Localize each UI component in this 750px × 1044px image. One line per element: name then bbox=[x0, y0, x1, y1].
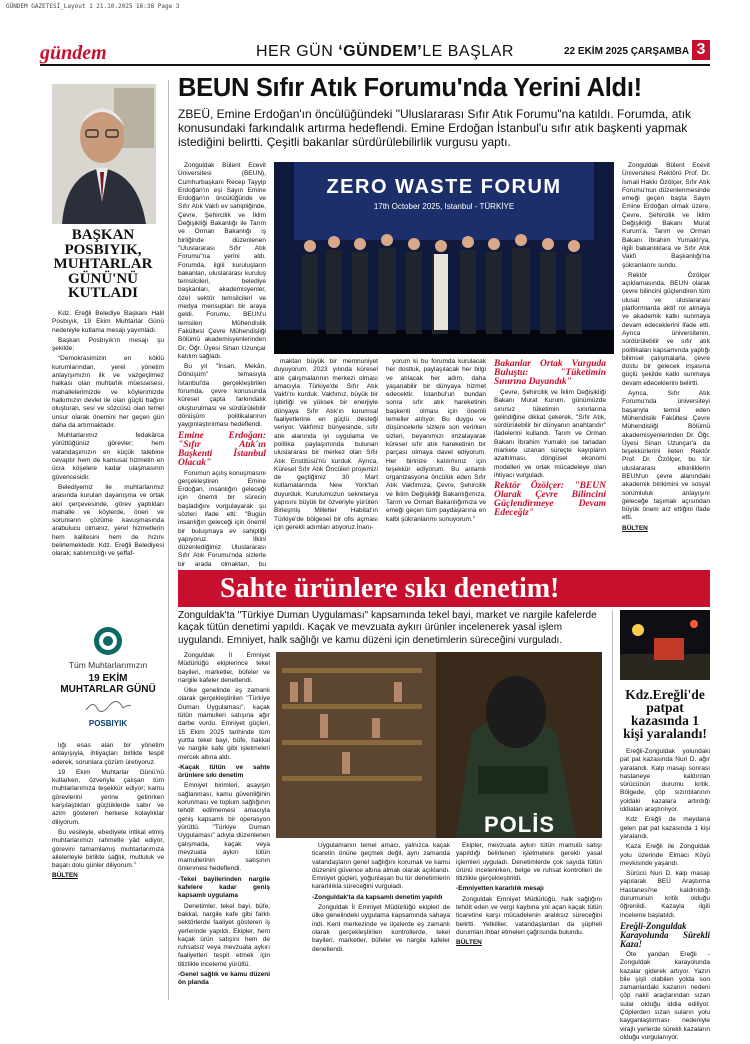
slogan-bold: ‘GÜNDEM’ bbox=[338, 43, 423, 60]
story1-deck: ZBEÜ, Emine Erdoğan'ın öncülüğündeki "Uluslararası Sıfır Atık Forumu"na katıldı. Forumda, atık konusundaki farkındalık artırma hedeflendi. Emine Erdoğan İstanbul'u sıfır atık başkenti yapmak istediğini belirtti. Çeşitli bakanlar sürdürülebilirlik vurgusu yaptı. bbox=[178, 107, 692, 149]
newspaper-logo: gündem bbox=[40, 42, 107, 64]
story2-col-b-sub1: -Emniyetten kararlılık mesajı bbox=[456, 885, 544, 893]
sidebar-p3: “Demokrasimizin en köklü kurumlarından, yerel yönetim anlayışımızın ilk ve vazgeçilmez halkası olan muhtarlık müessesesi, mahallelerimizde ve köylerimizde halkımızın devlet ile olan güçlü bağını oluşturan, sesi ve sözcüsü olan temel unsur olarak önemini her geçen gün daha da artırmaktadır. bbox=[52, 355, 164, 429]
story2-col-a-cont bbox=[312, 842, 450, 956]
accident-photo-illustration bbox=[620, 610, 710, 680]
right-divider bbox=[612, 610, 613, 1000]
story3-body bbox=[620, 748, 710, 1044]
municipality-seal-icon bbox=[93, 626, 123, 656]
forum-banner-subtext: 17th October 2025, Istanbul - TÜRKİYE bbox=[373, 202, 515, 211]
story1-col-c bbox=[386, 358, 486, 526]
story1-col-a-p2: Bu yıl "İnsan, Mekân, Dönüşüm" temasıyla İstanbul'da gerçekleştirilen forumda, çevre konusunda küresel çapta farkındalık oluşturulması ve sürdürülebilir dönüşüm politikalarının yaygınlaştırılması hedeflendi. bbox=[178, 363, 266, 429]
story2-headline: Sahte ürünlere sıkı denetim! bbox=[220, 573, 560, 604]
issue-date: 22 EKİM 2025 ÇARŞAMBA bbox=[564, 46, 690, 57]
story3-p5: Öte yandan Ereğli - Zonguldak karayolunda kazalar giderek artıyor. Yazın bile şişli olabilen yolda son zamanlardaki kazanın nedeni çöp nakil araçlarından sızan sular olduğu iddia ediliyor. Çöplerden sızan suların yolu kayganlaştırması nedeniyle virajlı yerlerde sürekli kazaların olduğu vurgulanıyor. bbox=[620, 950, 710, 1041]
forum-banner-text: ZERO WASTE FORUM bbox=[326, 176, 562, 198]
story3-subhead: Ereğli-Zonguldak Karayolunda Sürekli Kaza! bbox=[620, 920, 710, 949]
sidebar-headline: BAŞKAN POSBIYIK, MUHTARLAR GÜNÜ'NÜ KUTLADI bbox=[53, 227, 153, 301]
ad-sign-name: POSBIYIK bbox=[88, 719, 128, 728]
story1-col-e bbox=[622, 162, 710, 533]
story3-headline: Kdz.Ereğli'de patpat kazasında 1 kişi yaralandı! bbox=[623, 687, 707, 741]
sidebar-body-top bbox=[52, 310, 164, 561]
story1-col-b-p1: maktan büyük bir memnuniyet duyuyorum. 2023 yılında küresel atık çalışmalarının merkezi olması amacıyla Türkiye'de Sıfır Atık Vakfı'nı kurduk. Vakfımız, büyük bir işbirliği ve yüksek bir enerjiyle dünyaya Sıfır Atık'ın kurumsal faaliyetlerine en güçlü desteği veriyor. Vakfımız bünyesinde, sıfır atık alanında iyi uygulama ve politika paylaşımında bulunan uluslararası bir merkez olan Sıfır Atık Enstitüsü'nü kurduk. Ayrıca, Küresel Sıfır Atık Öncüleri projemizi de geçtiğimiz 30 Mart kutlamalarında New York'tan duyurduk. Kurulumuzun sekreterya yapısını büyük bir özveriyle yürüten Birleşmiş Milletler Habitat'ın Türkiye'de bölgesel bir ofis açması için gerekli adımları atıyoruz.İnanı- bbox=[274, 358, 378, 531]
story1-col-d-subhead2: Rektör Özölçer: "BEUN Olarak Çevre Bilincini Güçlendirmeye Devam Edeceğiz" bbox=[494, 481, 606, 519]
story2-col-a-p4: Denetimler, tekel bayi, büfe, bakkal, nargile kafe gibi farklı sektörlerde faaliyet gösteren iş yerlerinde yapıldı. Ekipler, hem kaçak ürün satışını hem de ruhsatsız veya mevzuata aykırı faaliyetleri tespit etmek için titizlikle inceleme yürüttü. bbox=[178, 902, 270, 968]
story2-headline-band bbox=[178, 570, 710, 607]
page-number: 3 bbox=[692, 40, 710, 60]
story2-col-a-sub1: -Kaçak tütün ve sahte ürünlere sıkı denetim bbox=[178, 763, 270, 780]
accident-photo bbox=[620, 610, 710, 680]
story1-col-e-p3: Ayrıca, Sıfır Atık Forumu'nda üniversiteyi başarıyla temsil eden Mühendislik Fakültesi Çevre Mühendisliği Bölümü akademisyenlerinden Dr. Öğr. Üyesi Sinan Uzunçar'a da teşekkürlerini ileten Rektör Prof. Dr. Özölçer, bu tür uluslararası etkinliklerin BEUN'un çevre alanındaki akademik birikimini ve sosyal sorumluluk anlayışını geleceğe taşımak açısından büyük önem arz ettiğini ifade etti. bbox=[622, 390, 710, 522]
forum-photo bbox=[274, 162, 614, 354]
story2-signature: BÜLTEN bbox=[456, 939, 482, 947]
story3-p3: Kaza Ereğli ile Zonguldak yolu üzerinde Elmacı Köyü mevkisinde yaşandı. bbox=[620, 843, 710, 867]
story3-p2: Kdz Ereğli de meydana gelen pat pat kazasında 1 kişi yaralandı. bbox=[620, 816, 710, 840]
signature-icon bbox=[83, 698, 133, 714]
story2-col-a-p1: Zonguldak İl Emniyet Müdürlüğü ekiplerince tekel bayileri, marketler, büfeler ve nargile kafeler denetlendi. bbox=[178, 652, 270, 684]
sidebar-p2: Başkan Posbıyık'ın mesajı şu şekilde; bbox=[52, 336, 164, 353]
story1-headline: BEUN Sıfır Atık Forumu'nda Yerini Aldı! bbox=[178, 74, 642, 102]
story3-p4: Sürücü Nuri D. kalp masajı yapılarak BEÜ Araştırma Hastanesi'ne kaldırıldığı durumunun kritik olduğu öğrenildi. Kazayla ilgili inceleme başlatıldı. bbox=[620, 870, 710, 919]
story1-col-d-p1: Çevre, Şehircilik ve İklim Değişikliği Bakanı Murat Kurum, günümüzde sınırsız tüketimin sınırlarına gelindiğine dikkat çekerek, "Sıfır Atık, sürdürülebilir bir dünyanın anahtarıdır" ifadelerini kullandı. Tarım ve Orman Bakanı İbrahim Yumaklı ise tarladan markete uzanan süreçte kayıpların azaltılması, döngüsel ekonomi modelleri ve ortak mücadeleye olan ihtiyacı vurguladı. bbox=[494, 389, 606, 479]
story2-col-b-p2: Zonguldak Emniyet Müdürlüğü, halk sağlığını tehdit eden ve vergi kaybına yol açan kaçak tütün ticaretine karşı mücadelenin aralıksız süreceğini belirtti. Yetkililer, vatandaşlardan da şüpheli durumları ihbar etmeleri çağrısında bulundu. bbox=[456, 895, 602, 936]
story2-col-a-sub3: -Genel sağlık ve kamu düzeni ön planda bbox=[178, 970, 270, 987]
story1-col-e-p1: Zonguldak Bülent Ecevit Üniversitesi Rektörü Prof. Dr. İsmail Hakkı Özölçer, Sıfır Atık Forumu'nun düzenlenmesinde emeği geçen başta Sayın Emine Erdoğan olmak üzere, Çevre, Şehircilik ve İklim Değişikliği Bakanı Murat Kurum'a, Tarım ve Orman Bakanı İbrahim Yumaklı'ya, ilgili bakanlıklara ve Sıfır Atık Vakfı Başkanlığı'na şükranlarını sundu. bbox=[622, 162, 710, 269]
sidebar-p4: Muhtarlarımız fedakârca yürüttüğünüz görevler; hem vatandaşımızın en küçük talebine cevaptır hem de kamusal hizmetin en ücra köşelere kadar ulaşmasının güvencesidir. bbox=[52, 432, 164, 481]
story1-col-a bbox=[178, 162, 266, 579]
sidebar-p7: 19 Ekim Muhtarlar Günü'nü kutlarken, özveriyle çalışan tüm muhtarlarımıza teşekkür ediyor; kamu görevlerini yerine getirirken karşılaştıkları güçlüklerde sabır ve azim gösteren herkese kolaylıklar diliyorum. bbox=[52, 768, 164, 826]
sidebar-divider bbox=[168, 80, 169, 1000]
story2-col-a-p2: Ülke genelinde eş zamanlı olarak gerçekleştirilen "Türkiye Duman Uygulaması", kaçak tütün mamulleri satışına ağır darbe vurdu. Emniyet güçleri, 15 Ekim 2025 tarihinde tüm yurtta tekel bayi, büfe, bakkal ve nargile kafe gibi işletmeleri mercek altına aldı. bbox=[178, 687, 270, 761]
sidebar-p5: Belediyemiz ile muhtarlarımız arasında kurulan dayanışma ve ortak akıl çerçevesinde, görev yaptıkları mahalle ve köylerde, öneri ve sorunların çözüme kavuşmasında arabulucu olmanız, yerel hizmetlerin hem kalitesini hem de hızını belirlemektedir. Kdz. Ereğli Belediyesi olarak; katılımcılığı ve şeffaf- bbox=[52, 483, 164, 558]
story1-col-b bbox=[274, 358, 378, 534]
ad-headline: 19 EKİM MUHTARLAR GÜNÜ bbox=[60, 673, 156, 695]
story1-col-e-p2: Rektör Özölçer açıklamasında, BEUN olarak çevre bilincini güçlendiren tüm ulusal ve uluslararası platformlarda aktif rol almaya ve akademik katkı sunmaya devam edeceklerini ifade etti. Ayrıca üniversitenin, sürdürülebilir ve sıfır atık politikaları kapsamında yaptığı bilimsel çalışmalarla, çevre dostu bir gelecek inşasına güçlü şekilde katkı sunmaya devam edeceklerini belirtti. bbox=[622, 271, 710, 387]
story2-col-a-p5: Uygulamanın temel amacı, yalnızca kaçak ticaretin önüne geçmek değil, aynı zamanda vatandaşların genel sağlığını korumak ve kamu düzenini güvence altına almak olarak açıklandı. Emniyet güçleri, yoğunlaşan bu tür denetimlerin kararlılıkla süreceğini vurguladı. bbox=[312, 842, 450, 891]
story1-col-a-subhead: Emine Erdoğan: "Sıfır Atık'ın Başkenti İstanbul Olacak" bbox=[178, 430, 266, 468]
story2-col-a-sub4: -Zonguldak'ta da kapsamlı denetim yapıldı bbox=[312, 893, 443, 901]
police-inspection-photo bbox=[276, 652, 602, 838]
story1-col-a-p3: Forumun açılış konuşmasını gerçekleştiren Emine Erdoğan, insanlığın geleceği için önemli bir sürecin başladığını vurgulayarak şu sözleri ifade etti: "Bugün insanlığın geleceği için önemli bir buluşmaya ev sahipliği yapıyoruz. İlkini düzenlediğimiz Uluslararası Sıfır Atık Forumu'nda sizlerle bir arada olmaktan, bu bbox=[178, 469, 266, 568]
story2-col-a-sub2: -Tekel bayilerinden nargile kafelere kadar geniş kapsamlı uygulama bbox=[178, 875, 270, 900]
story1-col-a-p1: Zonguldak Bülent Ecevit Üniversitesi (BEUN), Cumhurbaşkanı Recep Tayyip Erdoğan'ın eşi Sayın Emine Erdoğan'ın öncülüğünde ve Sıfır Atık Vakfı ev sahipliğinde, Çevre, Şehircilik ve İklim Değişikliği Bakanlığı ile Tarım ve Orman Bakanlığı iş birliğinde düzenlenen "Uluslararası Sıfır Atık Forumu"na yerini aldı. Forumda, ilgili kuruluşların bakanları, uluslararası kuruluş temsilcileri, belediye başkanları, akademisyenler, özel sektör temsilcileri ve medya mensupları bir araya geldi. Forumu, BEUN'u temsilen Mühendislik Fakültesi Çevre Mühendisliği Bölümü akademisyenlerinden Dr. Öğr. Üyesi Sinan Uzunçar katılım sağladı. bbox=[178, 162, 266, 360]
mayor-portrait bbox=[52, 84, 156, 224]
slogan-pre: HER GÜN bbox=[256, 43, 339, 60]
muhtarlar-ad bbox=[52, 626, 164, 740]
story2-col-b bbox=[456, 842, 602, 948]
story3-p1: Ereğli-Zonguldak yolundaki pat pat kazasında Nuri D. ağır yaralandı. Kalp masajı sonrası hastaneye kaldırılan sürücünün durumu kritik. Bölgede, çöp sızıntılarının yoldaki kazalara artırdığı iddiaları araştırılıyor. bbox=[620, 748, 710, 814]
masthead-slogan bbox=[256, 43, 514, 61]
story2-col-a-p6: Zonguldak İl Emniyet Müdürlüğü ekipleri de ülke genelindeki uygulama kapsamında sahaya indi. Kent merkezinde ve ilçelerde eş zamanlı olarak gerçekleştirilen kontrollerde, tekel bayileri, marketler, büfeler ve nargile kafeler denetlendi. bbox=[312, 904, 450, 953]
story2-col-b-p1: Ekipler, mevzuata aykırı tütün mamulü satışı yapıldığı belirlenen işletmelere gerekli yasal işlemleri uyguladı. Denetimlerde çok sayıda tütün ürünü incelenirken, belge ve ruhsat kontrolleri de titizlikle gerçekleştirildi. bbox=[456, 842, 602, 883]
sidebar-signature: BÜLTEN bbox=[52, 872, 78, 880]
print-slug: GÜNDEM GAZETESİ_Layout 1 21.10.2025 16:38 Page 3 bbox=[6, 3, 180, 10]
portrait-illustration bbox=[52, 84, 156, 224]
sidebar-body-bottom bbox=[52, 742, 164, 881]
masthead-rule bbox=[40, 64, 710, 66]
police-photo-illustration bbox=[276, 652, 602, 838]
story2-deck: Zonguldak'ta "Türkiye Duman Uygulaması" kapsamında tekel bayi, market ve nargile kafelerde kaçak tütün denetimi yapıldı. Kaçak ve mevzuata aykırı ürünler incelenerek yasal işlem uygulandı. Emniyet, halk sağlığı ve kamu düzeni için denetimlerin süreceğini vurguladı. bbox=[178, 610, 597, 646]
story1-col-d bbox=[494, 358, 606, 520]
story1-col-d-subhead: Bakanlar Ortak Vurguda Buluştu: "Tüketimin Sınırına Dayandık" bbox=[494, 359, 606, 387]
sidebar-p8: Bu vesileyle, ebediyete intikal etmiş muhtarlarımızı rahmetle yâd ediyor, görevini tamamlamış muhtarlarımıza ailelerleyle birlikte sağlık, mutluluk ve başarı dolu günler diliyorum.” bbox=[52, 828, 164, 870]
sidebar-p6: lığı esas alan bir yönetim anlayışıyla, ihtiyaçları birlikte tespit ederek, sorunlara çözüm üretiyoruz. bbox=[52, 742, 164, 766]
slogan-post: LE BAŞLAR bbox=[422, 43, 514, 60]
police-vest-label: POLİS bbox=[484, 812, 556, 837]
story1-signature: BÜLTEN bbox=[622, 524, 648, 532]
story1-col-c-p1: yorum ki bu forumda kurulacak her dostluk, paylaşılacak her bilgi ve atılacak her adım, daha yaşanabilir bir dünyaya hizmet edecektir. İstanbul'un bundan sonra sıfır atık hareketinin başkenti olması için önemli temeller atılıyor. Bu duygu ve düşüncelerle sizlere son verirken sizleri, beyanımızı imzalayarak küresel sıfır atık hareketinin bir parçası olmaya davet ediyorum. Her birinize katılımınız için teşekkür ediyorum. Bu anlamlı organizasyona öncülük eden Sıfır Atık Vakfımıza, Çevre, Şehircilik ve İklim Değişikliği Bakanlığımıza, Tarım ve Orman Bakanlığımıza ve emeği geçen tüm paydaşlarına en kalbi şükranlarımı sunuyorum." bbox=[386, 358, 486, 523]
ad-title: Tüm Muhtarlarımızın bbox=[68, 660, 148, 670]
story2-col-a-p3: Emniyet birimleri, asayişin sağlanması, kamu güvenliğinin korunması ve toplum sağlığının tehdit edilmemesi amacıyla geniş kapsamlı bir operasyon yürüttü. "Türkiye Duman Uygulaması" adıyla düzenlenen çalışmada, kaçak veya mevzuata aykırı tütün mamullerinin satışının önlenmesi hedeflendi. bbox=[178, 782, 270, 873]
sidebar-p1: Kdz. Ereğli Belediye Başkanı Halil Posbıyık, 19 Ekim Muhtarlar Günü nedeniyle kutlama mesajı yayımladı. bbox=[52, 310, 164, 334]
story2-col-a bbox=[178, 652, 270, 990]
